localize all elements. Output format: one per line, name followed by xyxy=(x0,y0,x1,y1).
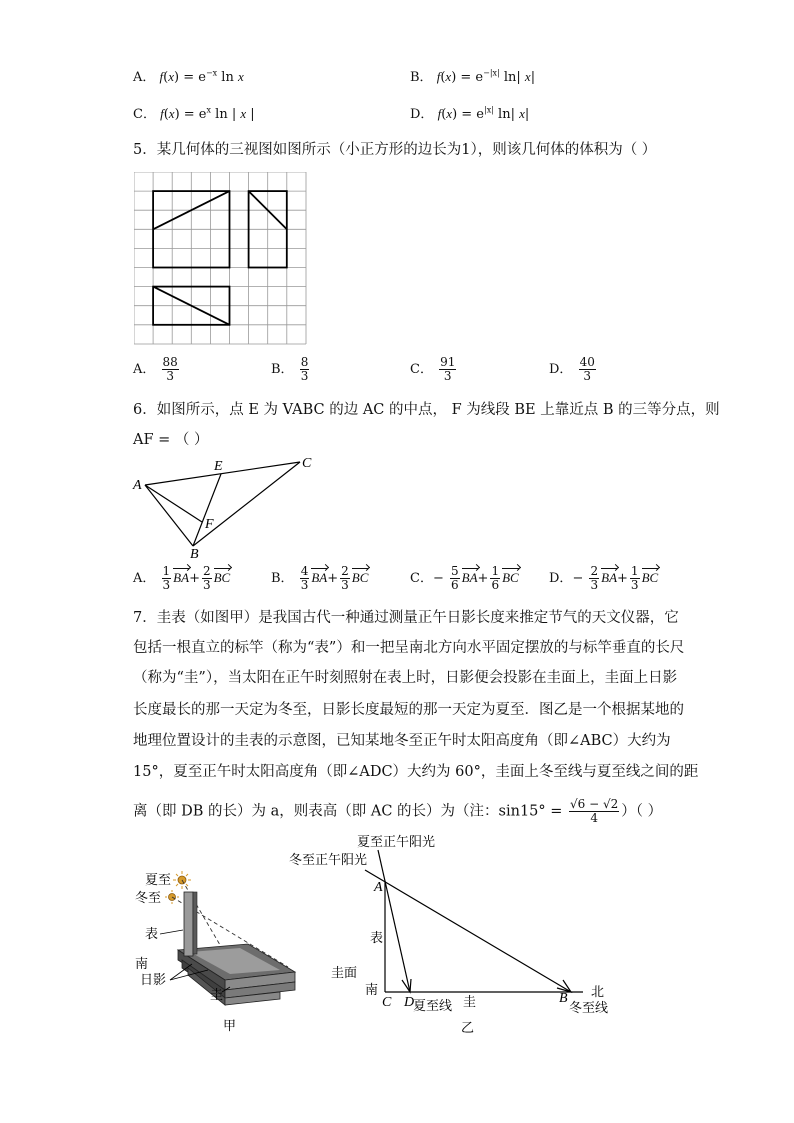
label-point-d: D xyxy=(404,995,415,1010)
vector-bc: BC xyxy=(351,570,369,585)
numerator: 2 xyxy=(341,564,349,578)
denominator: 3 xyxy=(583,369,592,383)
q6-text-line2: AF = （ ） xyxy=(133,432,209,448)
vector-bc: BC xyxy=(641,570,659,585)
numerator: 1 xyxy=(491,564,500,578)
paren: ) = e xyxy=(451,70,484,85)
option-letter: C． xyxy=(410,362,433,377)
q7-line-5: 地理位置设计的圭表的示意图，已知某地冬至正午时太阳高度角（即∠ABC）大约为 xyxy=(133,733,671,749)
label-gui: 圭 xyxy=(210,988,224,1003)
option-letter: B． xyxy=(410,70,433,85)
var-f: f xyxy=(437,106,442,121)
denominator: 3 xyxy=(162,578,171,592)
numerator: 2 xyxy=(590,564,599,578)
label-point-a: A xyxy=(374,880,383,895)
fraction xyxy=(162,565,172,592)
fraction xyxy=(490,565,500,592)
q6-option-c xyxy=(410,565,519,592)
q5-option-c xyxy=(410,356,458,383)
paren: ( xyxy=(440,70,446,85)
sign: − xyxy=(572,571,584,586)
fraction xyxy=(202,565,212,592)
paren: ) = e xyxy=(174,107,207,122)
biao-pole xyxy=(184,892,197,956)
denominator: 3 xyxy=(443,369,452,383)
label-e: E xyxy=(214,459,223,474)
label-summer-line: 夏至线 xyxy=(413,999,453,1014)
option-letter: A． xyxy=(133,362,156,377)
segment-ab xyxy=(145,485,193,546)
label-bei: 北 xyxy=(591,985,605,1000)
denominator: 3 xyxy=(300,369,309,383)
paren: ( xyxy=(163,70,169,85)
caption-yi: 乙 xyxy=(461,1021,475,1036)
option-letter: A． xyxy=(133,70,156,85)
var-x: x xyxy=(524,69,531,84)
q7-line-6: 15°，夏至正午时太阳高度角（即∠ADC）大约为 60°，圭面上冬至线与夏至线之间的距 xyxy=(133,764,699,780)
exponent: −x xyxy=(205,68,218,78)
caption-jia: 甲 xyxy=(223,1019,237,1034)
numerator: 2 xyxy=(202,564,211,578)
option-letter: C． xyxy=(133,107,156,122)
label-nan-yi: 南 xyxy=(365,983,379,998)
triangle-abc-figure xyxy=(130,452,330,560)
ln: ln | xyxy=(211,107,241,122)
denominator: 3 xyxy=(630,578,639,592)
label-riying: 日影 xyxy=(140,973,167,988)
q7-line-3: （称为“圭”），当太阳在正午时刻照射在表上时，日影便会投影在圭面上，圭面上日影 xyxy=(133,670,678,686)
label-point-c: C xyxy=(382,995,392,1010)
label-summer: 夏至 xyxy=(145,873,172,888)
var-x: x xyxy=(237,69,244,84)
fraction xyxy=(589,565,599,592)
fraction xyxy=(450,565,460,592)
numerator: 1 xyxy=(162,564,171,578)
option-expr: f xyxy=(159,69,164,84)
var-x: x xyxy=(445,69,452,84)
q5-option-d xyxy=(549,356,598,383)
var-x: x xyxy=(240,106,247,121)
numerator: 5 xyxy=(451,564,459,578)
grid-lines xyxy=(134,172,306,344)
option-letter: A． xyxy=(133,571,156,586)
var-x: x xyxy=(446,106,453,121)
var-x: x xyxy=(168,106,175,121)
q7-line-7 xyxy=(133,798,662,825)
operator: + xyxy=(189,571,200,586)
paren: ( xyxy=(163,107,169,122)
numerator: 1 xyxy=(630,564,639,578)
var-x: x xyxy=(168,69,175,84)
option-letter: D． xyxy=(549,571,573,586)
label-c: C xyxy=(302,456,312,471)
summer-ray xyxy=(378,850,410,992)
q4-option-c xyxy=(133,103,255,122)
q7-tail: ）（ ） xyxy=(621,803,663,820)
label-a: A xyxy=(133,478,142,493)
sin15-fraction xyxy=(569,798,619,825)
figure-yi-diagram xyxy=(285,832,625,1038)
fraction xyxy=(579,356,596,383)
fraction xyxy=(630,565,640,592)
fraction xyxy=(439,356,456,383)
operator: + xyxy=(617,571,628,586)
paren: ) = e xyxy=(174,70,206,85)
q7-line-2: 包括一根直立的标竿（称为“表”）和一把呈南北方向水平固定摆放的与标竿垂直的长尺 xyxy=(133,640,685,656)
abs-bar: | xyxy=(246,107,255,122)
q7-line-4: 长度最长的那一天定为冬至，日影长度最短的那一天定为夏至．图乙是一个根据某地的 xyxy=(133,702,684,718)
ln: ln| xyxy=(493,107,520,122)
label-point-b: B xyxy=(559,991,568,1006)
denominator: 6 xyxy=(491,578,500,592)
var-f: f xyxy=(436,69,441,84)
label-gui-yi: 圭 xyxy=(463,995,477,1010)
exponent: x xyxy=(206,105,212,115)
vector-bc: BC xyxy=(502,570,519,585)
label-winter: 冬至 xyxy=(135,891,162,906)
label-winter-light: 冬至正午阳光 xyxy=(289,853,368,868)
sign: − xyxy=(432,571,444,586)
numerator: 91 xyxy=(440,355,456,369)
option-letter: D． xyxy=(410,107,434,122)
pointer-biao xyxy=(160,930,183,934)
numerator: 4 xyxy=(300,564,309,578)
q4-option-b xyxy=(410,66,535,85)
ln: ln xyxy=(217,70,238,85)
numerator: √6 − √2 xyxy=(570,797,619,811)
option-letter: B． xyxy=(271,571,294,586)
var-f: f xyxy=(160,106,164,121)
q7-line-1: 7．圭表（如图甲）是我国古代一种通过测量正午日影长度来推定节气的天文仪器，它 xyxy=(133,610,679,626)
vector-ba: BA xyxy=(461,570,478,585)
fraction xyxy=(162,356,179,383)
q6-option-a xyxy=(133,565,230,592)
label-biao: 表 xyxy=(145,927,159,942)
q5-option-b xyxy=(271,356,311,383)
q7-line-7-text: 离（即 DB 的长）为 a，则表高（即 AC 的长）为（注：sin15° = xyxy=(133,803,568,820)
label-b: B xyxy=(190,547,199,560)
operator: + xyxy=(477,571,489,586)
vector-bc: BC xyxy=(213,570,231,585)
q6-option-d xyxy=(549,565,658,592)
numerator: 40 xyxy=(579,355,595,369)
label-summer-light: 夏至正午阳光 xyxy=(357,835,436,850)
paren: ( xyxy=(441,107,447,122)
q6-option-b xyxy=(271,565,368,592)
fraction xyxy=(300,356,310,383)
segment-af xyxy=(145,485,202,522)
q5-option-a xyxy=(133,356,181,383)
q4-option-d xyxy=(410,103,529,122)
denominator: 3 xyxy=(166,369,174,383)
q5-text: 5．某几何体的三视图如图所示（小正方形的边长为1），则该几何体的体积为（ ） xyxy=(133,142,657,158)
label-f: F xyxy=(205,517,214,532)
exponent: |x| xyxy=(484,105,494,115)
label-biao-yi: 表 xyxy=(370,931,384,946)
ln: ln| xyxy=(499,70,525,85)
abs-bar: | xyxy=(524,107,530,122)
option-letter: C． xyxy=(410,571,433,586)
label-winter-line: 冬至线 xyxy=(569,1001,609,1016)
summer-ray-arrow xyxy=(402,979,411,992)
exponent: −|x| xyxy=(483,68,500,78)
denominator: 3 xyxy=(590,578,599,592)
vector-ba: BA xyxy=(173,570,190,585)
vector-ba: BA xyxy=(601,570,618,585)
figure-jia-guibiao xyxy=(130,862,310,1037)
abs-bar: | xyxy=(530,70,536,85)
paren: ) = e xyxy=(452,107,484,122)
q6-text-line1: 6．如图所示，点 E 为 VABC 的边 AC 的中点， F 为线段 BE 上靠近点 B 的三等分点，则 xyxy=(133,402,720,418)
label-guimian: 圭面 xyxy=(331,966,358,981)
numerator: 88 xyxy=(162,355,178,369)
label-nan: 南 xyxy=(135,957,149,972)
three-view-grid-figure xyxy=(134,172,308,347)
vector-ba: BA xyxy=(311,570,328,585)
denominator: 3 xyxy=(202,578,211,592)
fraction xyxy=(340,565,350,592)
denominator: 6 xyxy=(451,578,459,592)
operator: + xyxy=(327,571,339,586)
option-letter: D． xyxy=(549,362,573,377)
option-letter: B． xyxy=(271,362,294,377)
fraction xyxy=(300,565,310,592)
var-x: x xyxy=(519,106,525,121)
denominator: 4 xyxy=(590,811,598,825)
q4-option-a xyxy=(133,66,244,85)
numerator: 8 xyxy=(300,355,309,369)
denominator: 3 xyxy=(300,578,309,592)
denominator: 3 xyxy=(341,578,349,592)
